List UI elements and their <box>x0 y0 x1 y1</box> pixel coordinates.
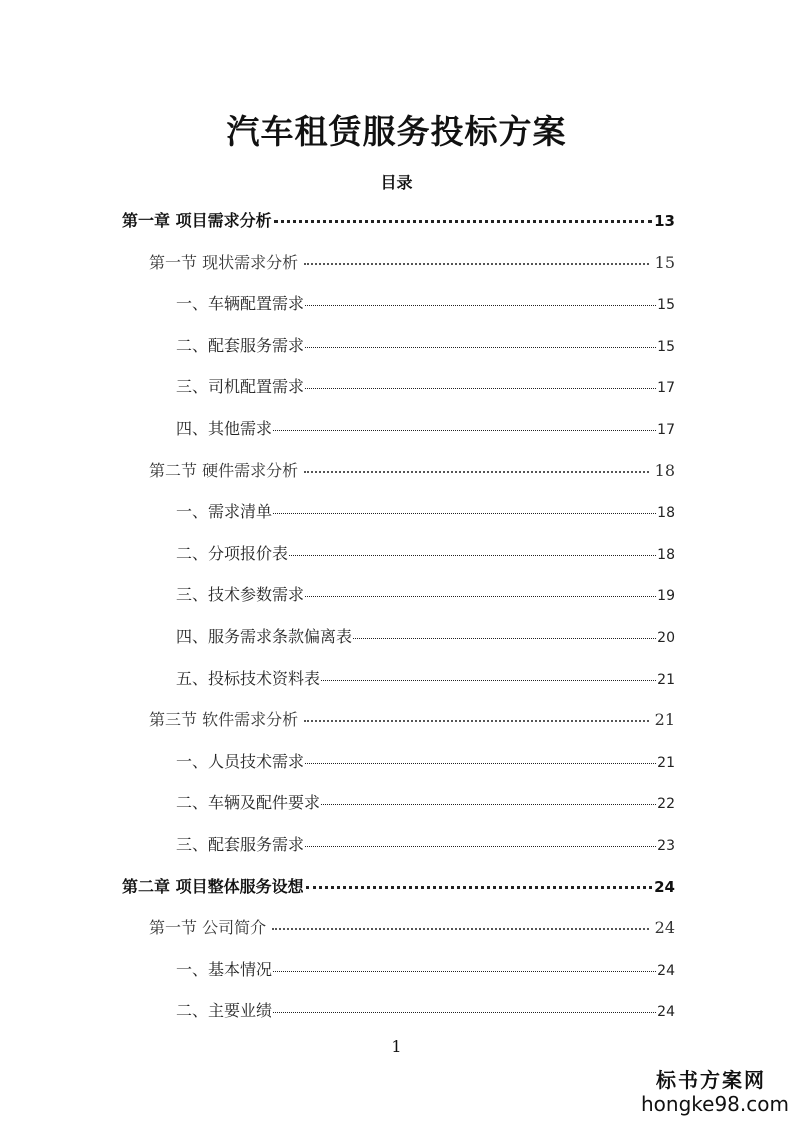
toc-entry[interactable] <box>176 791 675 815</box>
toc-entry[interactable] <box>176 542 675 566</box>
toc-dot-leader <box>273 966 656 972</box>
toc-entry-page: 18 <box>657 547 675 563</box>
toc-entry[interactable] <box>176 667 675 691</box>
toc-entry-label: 第一章 项目需求分析 <box>122 211 272 230</box>
page-number: 1 <box>391 1037 402 1056</box>
toc-entry-label: 一、基本情况 <box>176 960 273 979</box>
toc-entry[interactable] <box>176 292 675 316</box>
toc-dot-leader <box>305 300 656 306</box>
toc-entry-page: 21 <box>657 755 675 771</box>
toc-entry-page: 24 <box>654 918 675 937</box>
toc-entry-label: 二、主要业绩 <box>176 1001 273 1020</box>
toc-entry-page: 19 <box>657 588 675 604</box>
document-title: 汽车租赁服务投标方案 <box>226 112 567 151</box>
toc-dot-leader <box>273 425 656 431</box>
toc-entry[interactable] <box>176 833 675 857</box>
toc-heading: 目录 <box>380 173 413 192</box>
toc-entry[interactable] <box>176 334 675 358</box>
toc-entry-label: 第一节 现状需求分析 <box>149 253 299 272</box>
toc-entry-page: 24 <box>657 1004 675 1020</box>
toc-entry[interactable] <box>122 209 675 233</box>
toc-entry-label: 第三节 软件需求分析 <box>149 710 299 729</box>
toc-entry[interactable] <box>149 251 675 275</box>
toc-entry[interactable] <box>176 583 675 607</box>
toc-entry-page: 15 <box>654 253 675 272</box>
toc-dot-leader <box>289 550 656 556</box>
toc-dot-leader <box>321 799 656 805</box>
toc-entry-page: 17 <box>657 380 675 396</box>
toc-dot-leader <box>304 466 649 473</box>
toc-entry-page: 18 <box>657 505 675 521</box>
toc-entry[interactable] <box>122 875 675 899</box>
watermark-name: 标书方案网 <box>656 1068 766 1092</box>
watermark-logo <box>641 1068 789 1116</box>
toc-dot-leader <box>304 715 649 722</box>
toc-entry-page: 15 <box>657 297 675 313</box>
toc-entry[interactable] <box>176 625 675 649</box>
toc-dot-leader <box>305 342 656 348</box>
toc-entry-page: 23 <box>657 838 675 854</box>
toc-dot-leader <box>273 1007 656 1013</box>
toc-dot-leader <box>305 841 656 847</box>
toc-entry-label: 三、配套服务需求 <box>176 835 305 854</box>
toc-entry-label: 一、人员技术需求 <box>176 752 305 771</box>
toc-entry[interactable] <box>176 750 675 774</box>
toc-entry[interactable] <box>149 708 675 732</box>
toc-entry-page: 21 <box>657 672 675 688</box>
watermark-url: hongke98.com <box>641 1092 789 1116</box>
toc-entry-label: 二、配套服务需求 <box>176 336 305 355</box>
toc-entry-label: 五、投标技术资料表 <box>176 669 321 688</box>
toc-entry-page: 22 <box>657 796 675 812</box>
toc-entry-label: 二、车辆及配件要求 <box>176 793 321 812</box>
toc-entry-page: 24 <box>657 963 675 979</box>
toc-entry[interactable] <box>176 417 675 441</box>
toc-entry[interactable] <box>176 958 675 982</box>
toc-dot-leader <box>305 758 656 764</box>
toc-dot-leader <box>305 591 656 597</box>
toc-entry-page: 15 <box>657 339 675 355</box>
toc-dot-leader <box>304 258 649 265</box>
toc-entry-label: 三、技术参数需求 <box>176 585 305 604</box>
toc-entry[interactable] <box>149 459 675 483</box>
toc-entry-label: 一、需求清单 <box>176 502 273 521</box>
toc-entry-page: 21 <box>654 710 675 729</box>
toc-dot-leader <box>321 675 656 681</box>
toc-entry-label: 第二节 硬件需求分析 <box>149 461 299 480</box>
toc-dot-leader <box>272 923 649 930</box>
toc-dot-leader <box>306 881 653 889</box>
toc-entry-label: 二、分项报价表 <box>176 544 289 563</box>
toc-dot-leader <box>305 383 656 389</box>
toc-entry-label: 第一节 公司简介 <box>149 918 267 937</box>
toc-entry[interactable] <box>176 999 675 1023</box>
toc-entry-label: 四、服务需求条款偏离表 <box>176 627 353 646</box>
toc-entry-page: 24 <box>654 878 675 896</box>
toc-entry-page: 20 <box>657 630 675 646</box>
toc-entry-page: 13 <box>654 212 675 230</box>
toc-entry[interactable] <box>176 500 675 524</box>
toc-entry[interactable] <box>176 375 675 399</box>
toc-entry-label: 一、车辆配置需求 <box>176 294 305 313</box>
toc-entry[interactable] <box>149 916 675 940</box>
toc-entry-label: 第二章 项目整体服务设想 <box>122 877 304 896</box>
toc-dot-leader <box>273 508 656 514</box>
toc-entry-page: 18 <box>654 461 675 480</box>
toc-entry-label: 四、其他需求 <box>176 419 273 438</box>
toc-dot-leader <box>353 633 656 639</box>
toc-dot-leader <box>274 215 653 223</box>
toc-entry-page: 17 <box>657 422 675 438</box>
toc-entry-label: 三、司机配置需求 <box>176 377 305 396</box>
